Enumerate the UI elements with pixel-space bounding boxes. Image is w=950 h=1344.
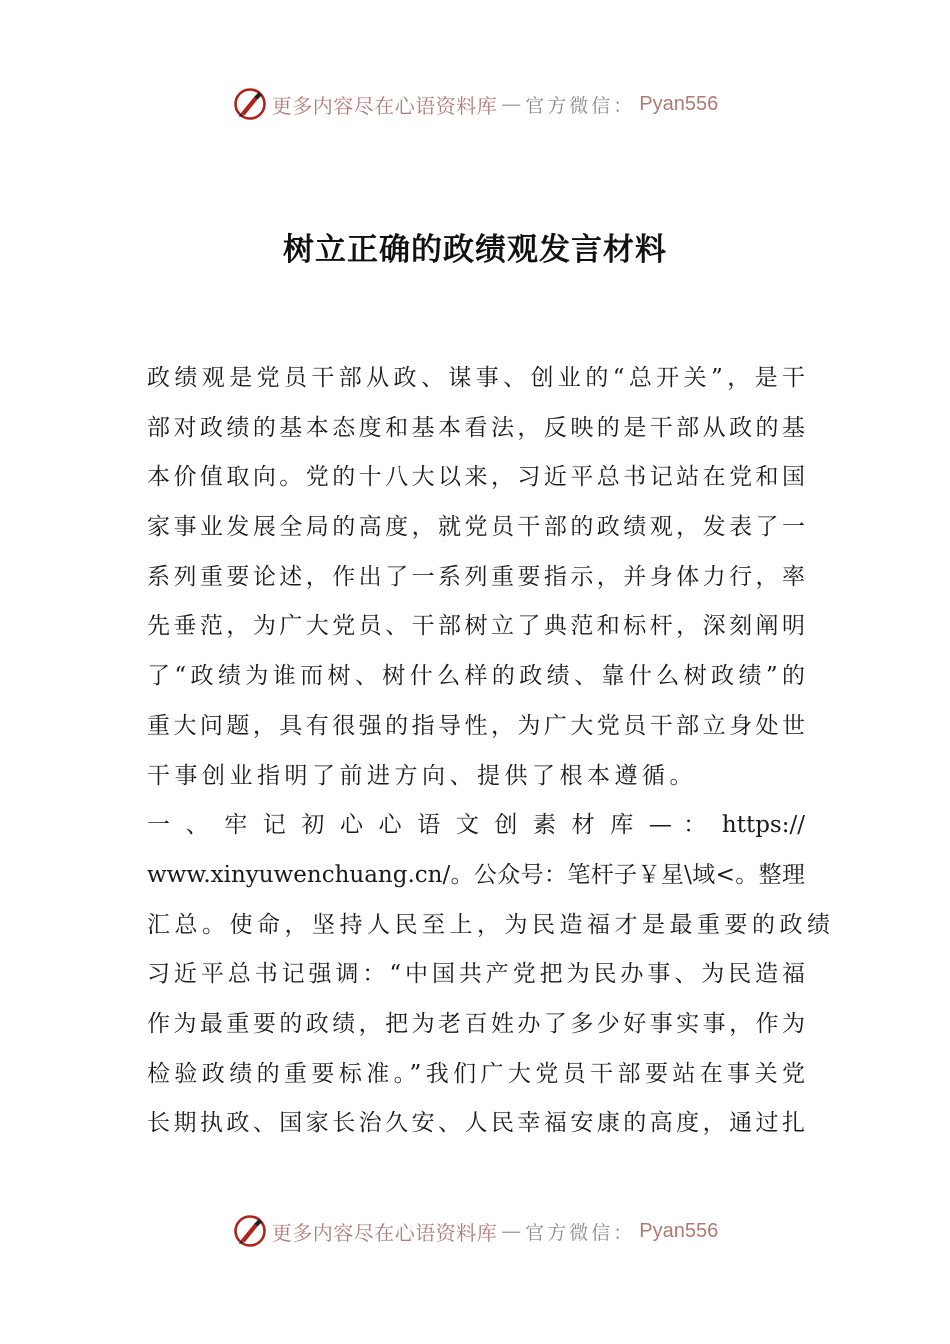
watermark-separator: — [501,1219,522,1243]
body-line: 检验政绩的重要标准。”我们广大党员干部要站在事关党 [147,1060,805,1087]
body-line: 系列重要论述，作出了一系列重要指示，并身体力行，率 [147,563,805,590]
body-line: 长期执政、国家长治久安、人民幸福安康的高度，通过扎 [147,1110,805,1137]
body-line: 干事创业指明了前进方向、提供了根本遵循。 [147,762,697,789]
body-line: 习近平总书记强调：“中国共产党把为民办事、为民造福 [147,961,805,988]
watermark-wechat-label: 官方微信： [525,1221,636,1244]
footer-watermark [0,1211,950,1251]
body-line: 作为最重要的政绩，把为老百姓办了多少好事实事，作为 [147,1010,805,1037]
body-line: 部对政绩的基本态度和基本看法，反映的是干部从政的基 [147,414,805,441]
document-body [147,354,835,1149]
body-line: 先垂范，为广大党员、干部树立了典范和标杆，深刻阐明 [147,613,805,640]
watermark-separator: — [501,92,522,116]
body-line: 家事业发展全局的高度，就党员干部的政绩观，发表了一 [147,514,805,541]
watermark-wechat-id: Pyan556 [639,92,719,115]
watermark-brand-text: 更多内容尽在心语资料库 [271,1220,498,1245]
pen-nib-circle-icon [232,1213,268,1249]
body-line: 了“政绩为谁而树、树什么样的政绩、靠什么树政绩”的 [147,663,805,690]
header-watermark [0,84,950,124]
body-line-link: 一 、 牢 记 初 心 心 语 文 创 素 材 库 — ： https:// [147,812,805,839]
body-line-link: www.xinyuwenchuang.cn/。公众号：笔杆子￥星\域<。整理 [147,861,805,888]
body-line: 汇总。使命，坚持人民至上，为民造福才是最重要的政绩 [147,911,835,938]
watermark-wechat-label: 官方微信： [525,94,636,117]
watermark-wechat-id: Pyan556 [639,1219,719,1242]
document-title: 树立正确的政绩观发言材料 [283,232,667,268]
body-line: 政绩观是党员干部从政、谋事、创业的“总开关”，是干 [147,365,805,391]
body-line: 本价值取向。党的十八大以来，习近平总书记站在党和国 [147,464,805,491]
pen-nib-circle-icon [232,86,268,122]
watermark-brand-text: 更多内容尽在心语资料库 [271,93,498,118]
body-line: 重大问题，具有很强的指导性，为广大党员干部立身处世 [147,712,805,739]
